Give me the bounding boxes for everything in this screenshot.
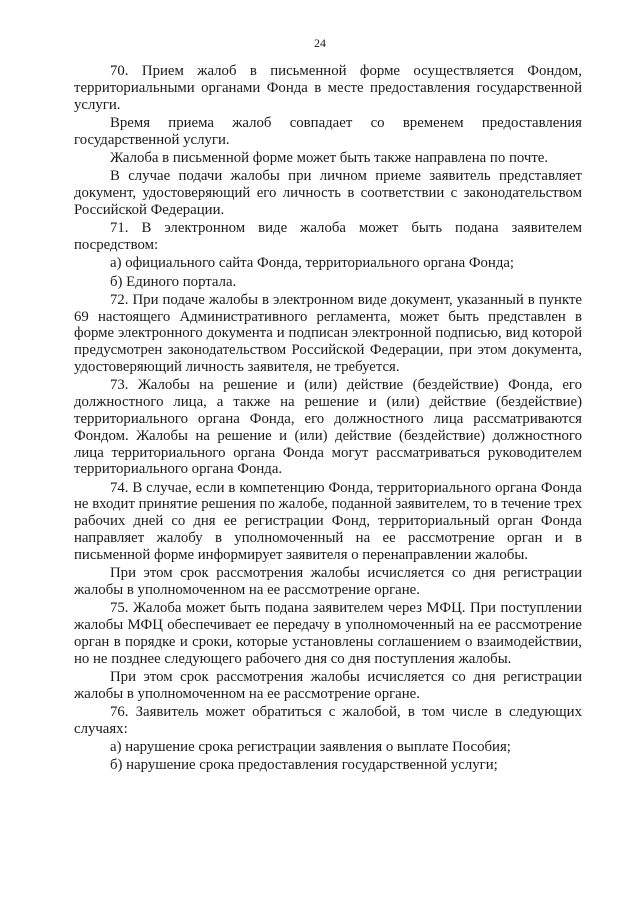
list-item-71-a: а) официального сайта Фонда, территориального органа Фонда; <box>110 255 515 272</box>
paragraph-71: 71. В электронном виде жалоба может быть подана заявителем посредством: <box>74 220 582 253</box>
paragraph-72: 72. При подаче жалобы в электронном виде документ, указанный в пункте 69 настоящего Административного регламента, может быть представлен в форме электронного документа и подписан электронной подписью, вид которой предусмотрен законодательством Российской Федерации, при этом документа, удостоверяющий личность заявителя, не требуется. <box>74 291 582 376</box>
paragraph-76: 76. Заявитель может обратиться с жалобой, в том числе в следующих случаях: <box>74 703 582 737</box>
paragraph-74: 74. В случае, если в компетенцию Фонда, территориального органа Фонда не входит принятие решения по жалобе, поданной заявителем, то в течение трех рабочих дней со дня ее регистрации Фонд, территориальный орган Фонда направляет жалобу в уполномоченный на ее рассмотрение орган и в письменной форме информирует заявителя о перенаправлении жалобы. <box>74 479 582 563</box>
paragraph-75: 75. Жалоба может быть подана заявителем через МФЦ. При поступлении жалобы МФЦ обеспечивает ее передачу в уполномоченный на ее рассмотрение орган в порядке и сроки, которые установлены соглашением о взаимодействии, но не позднее следующего рабочего дня со дня поступления жалобы. <box>74 600 582 667</box>
list-item-76-b: б) нарушение срока предоставления государственной услуги; <box>110 757 498 774</box>
paragraph-74-term: При этом срок рассмотрения жалобы исчисляется со дня регистрации жалобы в уполномоченном на ее рассмотрение органе. <box>74 565 582 598</box>
paragraph-70: 70. Прием жалоб в письменной форме осуществляется Фондом, территориальными органами Фонда в месте предоставления государственной услуги. <box>74 63 582 113</box>
paragraph-75-term: При этом срок рассмотрения жалобы исчисляется со дня регистрации жалобы в уполномоченном на ее рассмотрение органе. <box>74 668 582 702</box>
document-body <box>74 63 582 776</box>
list-item-71-b: б) Единого портала. <box>110 273 237 290</box>
paragraph-73: 73. Жалобы на решение и (или) действие (бездействие) Фонда, его должностного лица, а также на решение и (или) действие (бездействие) территориального органа Фонда, его должностного лица рассматриваются Фондом. Жалобы на решение и (или) действие (бездействие) должностного лица территориального органа Фонда могут рассматриваться руководителем территориального органа Фонда. <box>74 377 582 478</box>
paragraph-personal-reception: В случае подачи жалобы при личном приеме заявитель представляет документ, удостоверяющий его личность в соответствии с законодательством Российской Федерации. <box>74 168 582 218</box>
paragraph-complaint-mail: Жалоба в письменной форме может быть также направлена по почте. <box>110 149 549 166</box>
list-item-76-a: а) нарушение срока регистрации заявления о выплате Пособия; <box>110 739 511 756</box>
page-number: 24 <box>314 36 326 50</box>
paragraph-complaint-time: Время приема жалоб совпадает со временем предоставления государственной услуги. <box>74 114 582 148</box>
